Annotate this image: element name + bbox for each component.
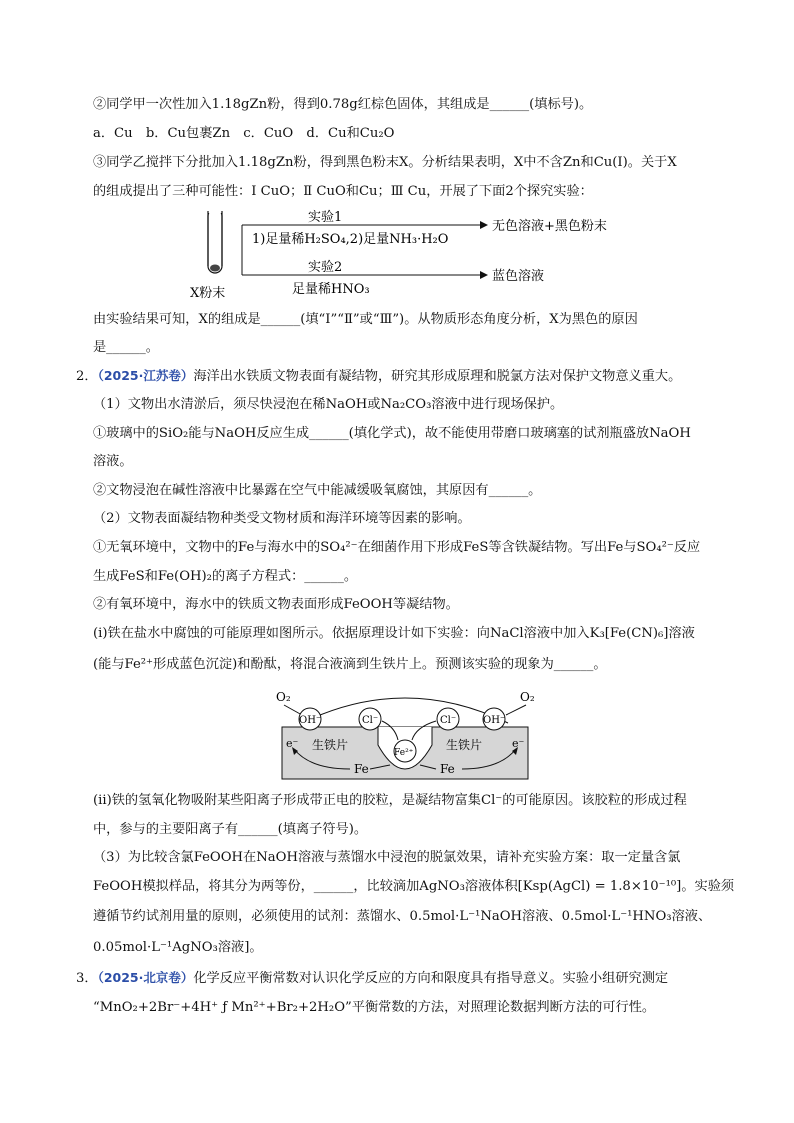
corrosion-diagram bbox=[250, 685, 560, 785]
exp2-result: 蓝色溶液 bbox=[492, 269, 545, 284]
q1-sub3-line2: 的组成提出了三种可能性：Ⅰ CuO；Ⅱ CuO和Cu；Ⅲ Cu，开展了下面2个探究实验： bbox=[93, 184, 593, 199]
svg-text:Fe²⁺: Fe²⁺ bbox=[394, 748, 414, 758]
experiment-flow-diagram bbox=[180, 205, 650, 305]
exp2-label: 实验2 bbox=[308, 260, 343, 275]
test-tube bbox=[208, 209, 222, 273]
q1-sub3-line1: ③同学乙搅拌下分批加入1.18gZn粉，得到黑色粉末X。分析结果表明，X中不含Zn和Cu(Ⅰ)。关于X bbox=[93, 155, 677, 170]
q2-part1-sub1-line2: 溶液。 bbox=[93, 454, 133, 469]
q2-part3-line3: 遵循节约试剂用量的原则，必须使用的试剂：蒸馏水、0.5mol·L⁻¹NaOH溶液、0.5mol·L⁻¹HNO₃溶液、 bbox=[93, 909, 712, 924]
x-powder-icon bbox=[210, 265, 220, 272]
o2-left-label: O₂ bbox=[276, 690, 291, 704]
q1-conclusion-line2: 是______。 bbox=[93, 340, 159, 355]
question-3-header: 3．（2025·北京卷）化学反应平衡常数对认识化学反应的方向和限度具有指导意义。实验小组研究测定 bbox=[76, 970, 669, 986]
q2-part3-line1: （3）为比较含氯FeOOH在NaOH溶液与蒸馏水中浸泡的脱氯效果，请补充实验方案：取一定量含氯 bbox=[93, 850, 681, 865]
fe-left-label: Fe bbox=[354, 762, 369, 776]
q2-part2-i-line2: (能与Fe²⁺形成蓝色沉淀)和酚酞，将混合液滴到生铁片上。预测该实验的现象为______。 bbox=[93, 657, 607, 672]
q2-part2: （2）文物表面凝结物种类受文物材质和海洋环境等因素的影响。 bbox=[93, 511, 471, 526]
q1-options: a．Cu b．Cu包裹Zn c．CuO d．Cu和Cu₂O bbox=[93, 126, 395, 141]
iron-left-label: 生铁片 bbox=[312, 738, 349, 752]
q2-part2-ii-line1: (ii)铁的氢氧化物吸附某些阳离子形成带正电的胶粒，是凝结物富集Cl⁻的可能原因。该胶粒的形成过程 bbox=[93, 793, 687, 808]
e-left-label: e⁻ bbox=[286, 737, 299, 750]
q2-part3-line2: FeOOH模拟样品，将其分为两等份，______，比较滴加AgNO₃溶液体积[Ksp(AgCl) = 1.8×10⁻¹⁰]。实验须 bbox=[93, 879, 735, 894]
q2-part2-sub1-line2: 生成FeS和Fe(OH)₂的离子方程式：______。 bbox=[93, 569, 358, 584]
q2-part2-ii-line2: 中，参与的主要阳离子有______(填离子符号)。 bbox=[93, 822, 368, 837]
tube-label: X粉末 bbox=[190, 286, 226, 301]
svg-text:Cl⁻: Cl⁻ bbox=[362, 715, 379, 726]
exp2-reagent: 足量稀HNO₃ bbox=[292, 282, 370, 297]
exp1-result: 无色溶液+黑色粉末 bbox=[492, 219, 607, 234]
exp1-label: 实验1 bbox=[308, 210, 343, 225]
exp1-reagent: 1)足量稀H₂SO₄,2)足量NH₃·H₂O bbox=[252, 232, 449, 247]
q2-part2-i-line1: (i)铁在盐水中腐蚀的可能原理如图所示。依据原理设计如下实验：向NaCl溶液中加入K₃[Fe(CN)₆]溶液 bbox=[93, 626, 695, 641]
svg-text:OH⁻: OH⁻ bbox=[483, 715, 506, 726]
q2-part3-line4: 0.05mol·L⁻¹AgNO₃溶液]。 bbox=[93, 940, 263, 955]
q2-part2-sub2: ②有氧环境中，海水中的铁质文物表面形成FeOOH等凝结物。 bbox=[93, 597, 459, 612]
source-tag: （2025·北京卷） bbox=[97, 970, 194, 985]
o2-right-label: O₂ bbox=[520, 690, 535, 704]
q2-part2-sub1-line1: ①无氧环境中，文物中的Fe与海水中的SO₄²⁻在细菌作用下形成FeS等含铁凝结物。写出Fe与SO₄²⁻反应 bbox=[93, 540, 701, 555]
svg-text:OH⁻: OH⁻ bbox=[299, 715, 322, 726]
q1-conclusion-line1: 由实验结果可知，X的组成是______(填“Ⅰ”“Ⅱ”或“Ⅲ”)。从物质形态角度分析，X为黑色的原因 bbox=[93, 312, 638, 327]
iron-right-label: 生铁片 bbox=[446, 738, 483, 752]
arrow-head-icon bbox=[480, 271, 488, 279]
q2-part1-sub2: ②文物浸泡在碱性溶液中比暴露在空气中能减缓吸氧腐蚀，其原因有______。 bbox=[93, 483, 542, 498]
arrow-head-icon bbox=[480, 221, 488, 229]
svg-text:Cl⁻: Cl⁻ bbox=[440, 715, 457, 726]
source-tag: （2025·江苏卷） bbox=[97, 368, 194, 383]
e-right-label: e⁻ bbox=[512, 737, 525, 750]
q2-part1: （1）文物出水清淤后，须尽快浸泡在稀NaOH或Na₂CO₃溶液中进行现场保护。 bbox=[93, 397, 564, 412]
q2-part1-sub1-line1: ①玻璃中的SiO₂能与NaOH反应生成______(填化学式)，故不能使用带磨口玻璃塞的试剂瓶盛放NaOH bbox=[93, 426, 691, 441]
q3-stem-line2: “MnO₂+2Br⁻+4H⁺ ƒ Mn²⁺+Br₂+2H₂O”平衡常数的方法，对照理论数据判断方法的可行性。 bbox=[93, 1000, 656, 1015]
fe-right-label: Fe bbox=[440, 762, 455, 776]
question-2-header: 2．（2025·江苏卷）海洋出水铁质文物表面有凝结物，研究其形成原理和脱氯方法对保护文物意义重大。 bbox=[76, 368, 682, 384]
q1-sub2: ②同学甲一次性加入1.18gZn粉，得到0.78g红棕色固体，其组成是______(填标号)。 bbox=[93, 97, 593, 112]
